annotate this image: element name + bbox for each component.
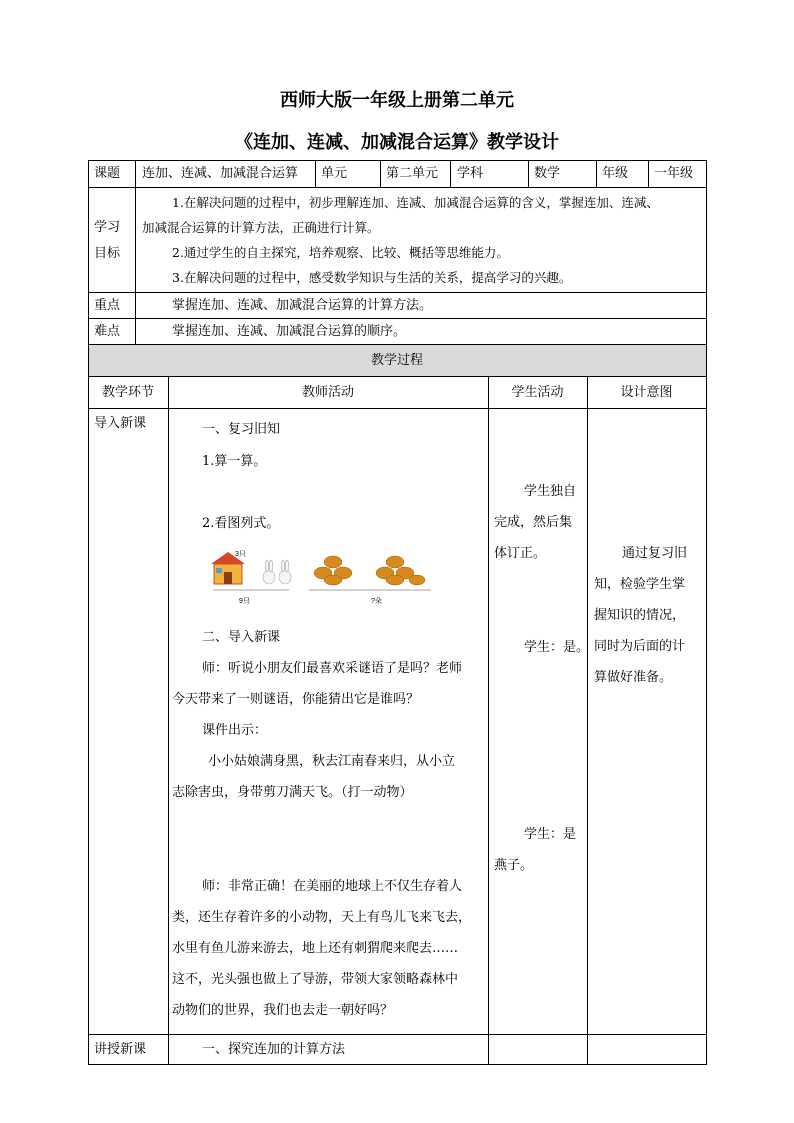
topic-value: 连加、连减、加减混合运算 (142, 166, 299, 181)
topic-label: 课题 (94, 166, 121, 181)
table-line (135, 160, 136, 187)
teacher-line: 这不，光头强也做上了导游，带领大家领略森林中 (172, 972, 459, 987)
table-line (88, 408, 707, 409)
picture-label-right: ?朵 (371, 598, 382, 605)
teacher-line: 1.算一算。 (202, 454, 267, 469)
document-title: 西师大版一年级上册第二单元 (280, 90, 514, 111)
intent-line: 握知识的情况， (594, 608, 686, 623)
goals-label: 目标 (94, 246, 121, 261)
table-line (168, 376, 169, 1064)
stage-lecture: 讲授新课 (94, 1042, 147, 1057)
mushroom-icon (314, 556, 425, 585)
goals-label: 学习 (94, 220, 121, 235)
table-line (88, 160, 707, 161)
process-header: 教学过程 (370, 353, 423, 368)
student-line: 完成，然后集 (494, 515, 573, 530)
teacher-line: 水里有鱼儿游来游去，地上还有刺猬爬来爬去…… (172, 941, 459, 956)
col-student: 学生活动 (511, 385, 564, 400)
subject-value: 数学 (534, 166, 561, 181)
picture-label-left: 9只 (239, 598, 250, 605)
table-line (88, 318, 707, 319)
table-line (88, 344, 707, 345)
teacher-line: 一、复习旧知 (202, 422, 281, 437)
goals-line: 3.在解决问题的过程中，感受数学知识与生活的关系，提高学习的兴趣。 (172, 270, 572, 285)
intent-line: 通过复习旧 (622, 546, 688, 561)
table-line (88, 1064, 707, 1065)
table-line (587, 376, 588, 1064)
grade-label: 年级 (602, 166, 629, 181)
table-line (528, 160, 529, 187)
teacher-line: 师：非常正确！在美丽的地球上不仅生存着人 (202, 879, 463, 894)
table-line (315, 160, 316, 187)
teacher-line: 动物们的世界，我们也去走一朝好吗？ (172, 1003, 394, 1018)
unit-value: 第二单元 (386, 166, 439, 181)
col-intent: 设计意图 (620, 385, 673, 400)
table-line (380, 160, 381, 187)
grade-value: 一年级 (654, 166, 694, 181)
intent-line: 知，检验学生掌 (594, 577, 686, 592)
table-line (648, 160, 649, 187)
goals-line: 1.在解决问题的过程中，初步理解连加、连减、加减混合运算的含义，掌握连加、连减、 (172, 195, 659, 210)
difficulty-label: 难点 (94, 324, 121, 339)
table-line (135, 187, 136, 344)
goals-line: 加减混合运算的计算方法，正确进行计算。 (142, 220, 380, 235)
student-line: 燕子。 (494, 858, 534, 873)
table-line (88, 187, 707, 188)
teacher-line: 师：听说小朋友们最喜欢采谜语了是吗？老师 (202, 661, 463, 676)
key-point-text: 掌握连加、连减、加减混合运算的计算方法。 (172, 298, 433, 313)
document-subtitle: 《连加、连减、加减混合运算》教学设计 (235, 132, 559, 153)
table-line (488, 376, 489, 1064)
lecture-teacher-line: 一、探究连加的计算方法 (202, 1042, 346, 1057)
student-line: 体订正。 (494, 546, 547, 561)
teacher-line: 课件出示： (202, 723, 268, 738)
table-line (88, 1034, 707, 1035)
rabbit-icon (263, 560, 291, 584)
stage-intro: 导入新课 (94, 416, 147, 431)
picture-illustration (205, 546, 445, 608)
teacher-line: 类，还生存着许多的小动物，天上有鸟儿飞来飞去， (172, 910, 472, 925)
intent-line: 算做好准备。 (594, 670, 673, 685)
col-teacher: 教师活动 (301, 385, 354, 400)
goals-line: 2.通过学生的自主探究，培养观察、比较、概括等思维能力。 (172, 245, 509, 260)
teacher-line: 小小姑娘满身黑，秋去江南春来归，从小立 (208, 754, 456, 769)
key-point-label: 重点 (94, 298, 121, 313)
teacher-line: 2.看图列式。 (202, 516, 280, 531)
table-line (88, 160, 89, 1064)
teacher-line: 二、导入新课 (202, 630, 281, 645)
table-line (596, 160, 597, 187)
teacher-line: 志除害虫，身带剪刀满天飞。（打一动物） (172, 785, 413, 800)
student-line: 学生独自 (524, 484, 577, 499)
difficulty-text: 掌握连加、连减、加减混合运算的顺序。 (172, 324, 407, 339)
picture-label-top: 3只 (235, 551, 246, 558)
col-stage: 教学环节 (101, 385, 154, 400)
table-line (88, 376, 707, 377)
teacher-line: 今天带来了一则谜语，你能猜出它是谁吗？ (172, 692, 420, 707)
student-line: 学生：是 (524, 827, 577, 842)
table-line (706, 160, 707, 1064)
unit-label: 单元 (321, 166, 348, 181)
table-line (450, 160, 451, 187)
table-line (88, 292, 707, 293)
subject-label: 学科 (457, 166, 484, 181)
student-line: 学生：是。 (524, 640, 590, 655)
intent-line: 同时为后面的计 (594, 639, 686, 654)
